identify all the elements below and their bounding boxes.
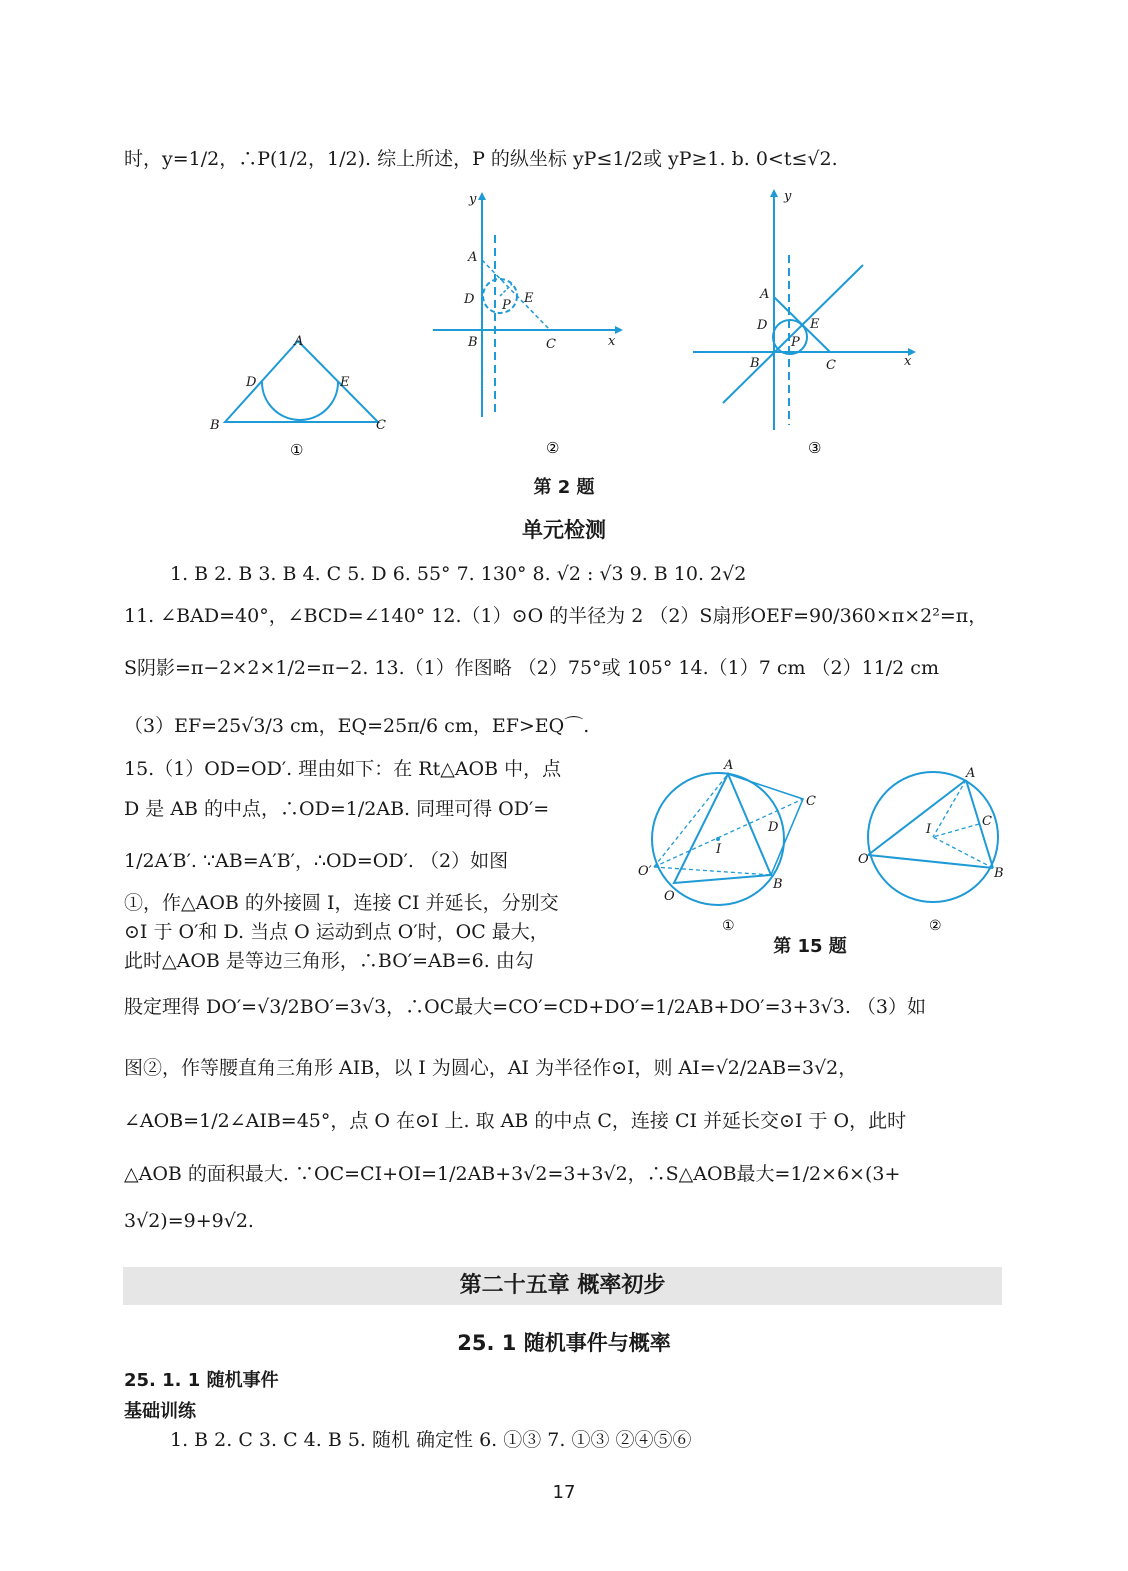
label-y: y (784, 189, 792, 204)
text-line-10: 此时△AOB 是等边三角形，∴BO′=AB=6. 由勾 (124, 950, 534, 972)
label-C: C (546, 337, 556, 352)
label-P: P (791, 335, 800, 350)
label-B: B (750, 356, 760, 371)
caption-q15: 第 15 题 (773, 936, 847, 957)
text-line-5: 15.（1）OD=OD′. 理由如下：在 Rt△AOB 中，点 (124, 758, 562, 780)
label-A: A (760, 287, 770, 302)
section-title: 单元检测 (522, 518, 606, 542)
label-P: P (502, 298, 511, 313)
text-line-1: 1. B 2. B 3. B 4. C 5. D 6. 55° 7. 130° 8. √2 : √3 9. B 10. 2√2 (170, 563, 747, 585)
figure-q15-1 (638, 758, 816, 934)
subsection-25-1-1: 25. 1. 1 随机事件 (124, 1370, 279, 1391)
chapter-title: 第二十五章 概率初步 (459, 1273, 666, 1298)
figure-number: ② (546, 439, 560, 457)
text-line-8: ①，作△AOB 的外接圆 I，连接 CI 并延长，分别交 (124, 892, 559, 914)
text-line-13: ∠AOB=1/2∠AIB=45°，点 O 在⊙I 上. 取 AB 的中点 C，连接 CI 并延长交⊙I 于 O，此时 (124, 1110, 907, 1132)
text-line-4: （3）EF=25√3/3 cm，EQ=25π/6 cm，EF>EQ⌒. (124, 715, 590, 737)
label-O: O (664, 889, 675, 904)
text-line-2: 11. ∠BAD=40°，∠BCD=∠140° 12.（1）⊙O 的半径为 2 （2）S扇形OEF=90/360×π×2²=π， (124, 605, 988, 627)
page-number: 17 (552, 1482, 576, 1503)
figure-q15-2 (858, 766, 1004, 934)
section-25-1: 25. 1 随机事件与概率 (457, 1331, 671, 1355)
label-B: B (994, 866, 1004, 881)
label-D: D (757, 318, 768, 333)
figure-number: ① (722, 918, 735, 934)
text-line-12: 图②，作等腰直角三角形 AIB，以 I 为圆心，AI 为半径作⊙I，则 AI=√2/2AB=3√2， (124, 1057, 858, 1079)
text-line-14: △AOB 的面积最大. ∵OC=CI+OI=1/2AB+3√2=3+3√2，∴S△AOB最大=1/2×6×(3+ (124, 1163, 901, 1185)
label-I: I (716, 842, 722, 857)
label-B: B (468, 335, 478, 350)
figure-q2-3 (693, 189, 916, 457)
label-O: O (858, 852, 869, 867)
label-I: I (926, 822, 932, 837)
figure-q2 (190, 185, 930, 465)
figure-q2-2 (433, 192, 623, 457)
caption-q2: 第 2 题 (533, 477, 595, 498)
figure-q15 (636, 755, 1016, 955)
label-A: A (468, 250, 478, 265)
label-C: C (826, 358, 836, 373)
text-line-16: 1. B 2. C 3. C 4. B 5. 随机 确定性 6. ①③ 7. ①③ ②④⑤⑥ (170, 1429, 692, 1451)
label-A: A (966, 766, 976, 781)
basic-training-heading: 基础训练 (124, 1401, 196, 1422)
label-A: A (724, 758, 734, 773)
label-B: B (210, 418, 220, 433)
text-line-6: D 是 AB 的中点，∴OD=1/2AB. 同理可得 OD′= (124, 798, 550, 820)
label-C: C (982, 814, 992, 829)
text-line-9: ⊙I 于 O′和 D. 当点 O 运动到点 O′时，OC 最大， (124, 921, 549, 943)
label-E: E (524, 291, 534, 306)
label-D: D (464, 292, 475, 307)
label-D: D (246, 375, 257, 390)
label-x: x (608, 334, 616, 349)
label-A: A (294, 334, 304, 349)
label-x: x (904, 354, 912, 369)
figure-number: ① (290, 441, 304, 459)
text-line-15: 3√2)=9+9√2. (124, 1210, 254, 1232)
text-line-11: 股定理得 DO′=√3/2BO′=3√3，∴OC最大=CO′=CD+DO′=1/2AB+DO′=3+3√3. （3）如 (124, 996, 926, 1018)
text-line-7: 1/2A′B′. ∵AB=A′B′，∴OD=OD′. （2）如图 (124, 850, 509, 872)
figure-q2-1 (209, 334, 386, 459)
label-D: D (768, 820, 779, 835)
figure-number: ③ (808, 439, 822, 457)
label-y: y (469, 192, 477, 207)
label-O-prime: O′ (638, 864, 652, 879)
figure-number: ② (929, 918, 942, 934)
label-B: B (773, 877, 783, 892)
label-E: E (810, 317, 820, 332)
label-C: C (806, 794, 816, 809)
label-C: C (376, 418, 386, 433)
text-line-0: 时，y=1/2，∴P(1/2，1/2). 综上所述，P 的纵坐标 yP≤1/2或 yP≥1. b. 0<t≤√2. (124, 148, 838, 170)
chapter-band (123, 1267, 1002, 1305)
label-E: E (340, 375, 350, 390)
text-line-3: S阴影=π−2×2×1/2=π−2. 13.（1）作图略 （2）75°或 105° 14.（1）7 cm （2）11/2 cm (124, 657, 939, 679)
